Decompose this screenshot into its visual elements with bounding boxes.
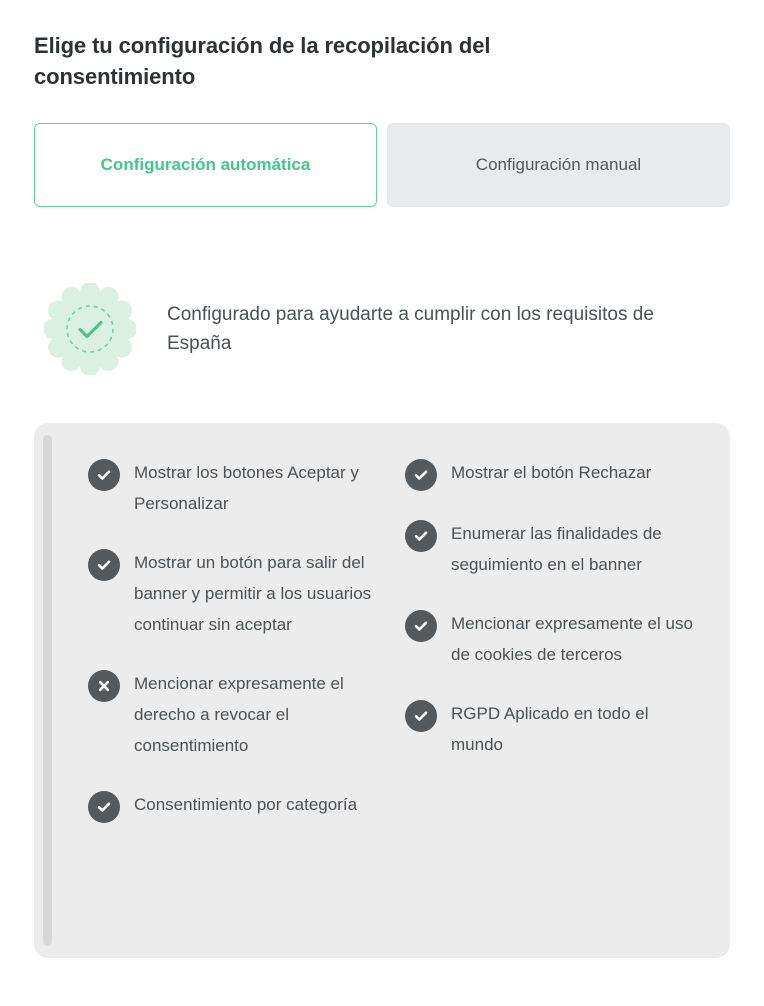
check-circle-icon <box>405 700 437 732</box>
cross-circle-icon <box>88 670 120 702</box>
list-item-label: Mostrar los botones Aceptar y Personalizar <box>134 463 359 514</box>
features-panel <box>34 423 730 958</box>
compliance-status <box>34 283 730 375</box>
features-column-left <box>88 457 387 850</box>
compliance-status-text: Configurado para ayudarte a cumplir con los requisitos de España <box>167 304 654 355</box>
panel-scrollbar[interactable] <box>43 435 52 946</box>
features-column-right <box>405 457 704 850</box>
list-item-label: Mostrar un botón para salir del banner y permitir a los usuarios continuar sin aceptar <box>134 553 372 635</box>
list-item <box>88 457 387 520</box>
check-circle-icon <box>405 610 437 642</box>
list-item-label: Consentimiento por categoría <box>134 794 358 814</box>
list-item <box>405 518 704 581</box>
check-circle-icon <box>405 520 437 552</box>
check-circle-icon <box>405 459 437 491</box>
features-grid <box>88 457 704 850</box>
tab-automatic-configuration[interactable] <box>34 123 377 207</box>
list-item <box>88 789 387 823</box>
list-item <box>88 668 387 762</box>
check-circle-icon <box>88 791 120 823</box>
list-item <box>405 608 704 671</box>
list-item-label: Enumerar las finalidades de seguimiento en el banner <box>451 524 662 575</box>
page-title: Elige tu configuración de la recopilación del consentimiento <box>34 33 491 90</box>
list-item-label: RGPD Aplicado en todo el mundo <box>451 704 649 755</box>
check-circle-icon <box>88 459 120 491</box>
tab-manual-configuration[interactable] <box>387 123 730 207</box>
check-seal-icon <box>44 283 136 375</box>
tab-manual-configuration-label: Configuración manual <box>475 155 642 175</box>
tab-automatic-configuration-label: Configuración automática <box>100 155 311 175</box>
list-item <box>405 698 704 761</box>
list-item <box>405 457 704 491</box>
list-item <box>88 547 387 641</box>
list-item-label: Mostrar el botón Rechazar <box>451 463 652 483</box>
list-item-label: Mencionar expresamente el uso de cookies de terceros <box>451 614 693 665</box>
configuration-mode-tabs <box>34 123 730 207</box>
list-item-label: Mencionar expresamente el derecho a revocar el consentimiento <box>134 674 344 756</box>
check-circle-icon <box>88 549 120 581</box>
